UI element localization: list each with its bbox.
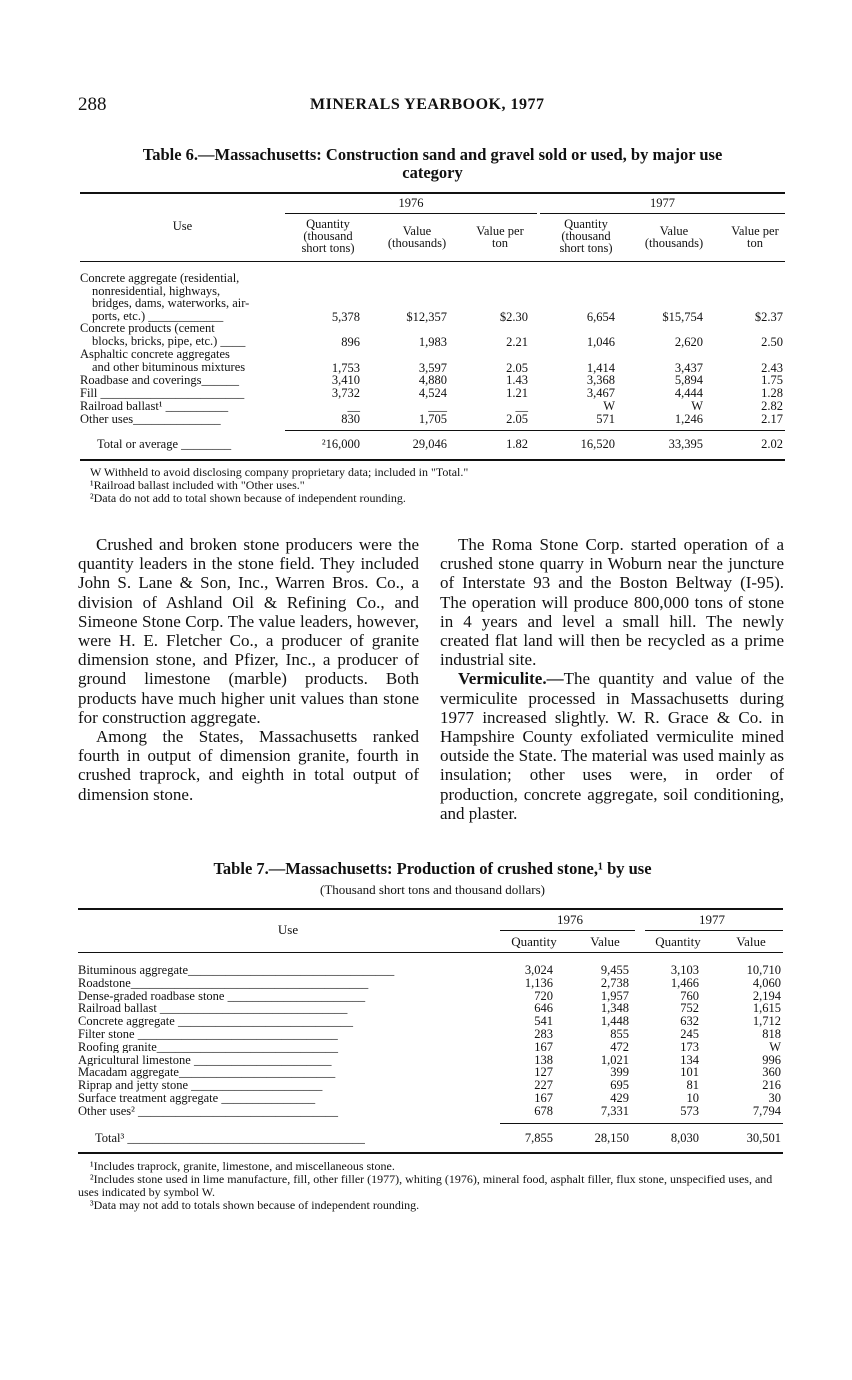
table7-cell-q77: 632 [680, 1014, 699, 1029]
table6-cell-v76: 1,983 [418, 335, 447, 349]
table7-total-q77: 8,030 [670, 1131, 699, 1145]
table7-cell-v76: 1,021 [600, 1052, 629, 1067]
table7-cell-v76: 472 [610, 1039, 629, 1054]
table7-header-rule [78, 952, 783, 953]
table7-cell-v77: 7,794 [752, 1103, 781, 1118]
table6-total-p76: 1.82 [506, 437, 528, 451]
table7-total-v76: 28,150 [594, 1131, 629, 1145]
table7-year1-rule [500, 930, 635, 931]
table7-footnotes [78, 1160, 786, 1212]
table7-subcaption: (Thousand short tons and thousand dollars) [320, 882, 545, 897]
table7-cell-q77: 1,466 [670, 975, 699, 990]
table7-cell-v77: 818 [762, 1027, 781, 1041]
table7-cell-q76: 138 [534, 1052, 553, 1067]
table7-cell-q76: 646 [534, 1001, 553, 1016]
table6-cell-v77: 1,246 [674, 412, 703, 426]
table6-cell-p76: __ [515, 399, 528, 413]
table6-col-quantity-1976 [288, 218, 368, 254]
table-row: Roofing granite_____________________________ [78, 1040, 339, 1054]
table-row [80, 272, 285, 322]
table-row [80, 348, 285, 373]
table6-cell-p77: 1.28 [761, 386, 783, 400]
table7-cell-q76: 227 [534, 1078, 553, 1093]
colh-line: (thousand [303, 229, 353, 243]
table6-top-rule [80, 192, 785, 194]
table6-cell-q76: 5,378 [331, 310, 360, 324]
body-right-column [440, 535, 784, 823]
table6-cell-q76: 3,410 [331, 373, 360, 387]
table7-cell-q76: 167 [534, 1039, 553, 1054]
table-row: Roadstone______________________________________ [78, 976, 369, 990]
row-label: Concrete aggregate (residential, [80, 271, 240, 285]
table6-cell-v77: W [691, 399, 703, 413]
table7-cell-q77: 81 [686, 1078, 699, 1093]
table7-cell-q76: 167 [534, 1091, 553, 1105]
table7-cell-q76: 678 [534, 1103, 553, 1118]
table6-cell-q76: 896 [341, 335, 360, 349]
table7-cell-q77: 3,103 [670, 963, 699, 977]
table-row: Railroad ballast¹ __________ [80, 399, 229, 413]
table6-cell-q77: 571 [596, 412, 615, 426]
table6-header-rule [80, 261, 785, 262]
table6-cell-p76: 1.21 [506, 386, 528, 400]
table-row: Roadbase and coverings______ [80, 373, 239, 387]
table6-total-q77: 16,520 [580, 437, 615, 451]
table6-total-label: Total or average ________ [97, 437, 232, 451]
table6-year2: 1977 [650, 196, 675, 210]
footnote: ¹Railroad ballast included with "Other uses." [90, 478, 305, 492]
table-row: Railroad ballast ______________________________ [78, 1002, 348, 1015]
table-row: Macadam aggregate_________________________ [78, 1066, 336, 1079]
table7-caption: Table 7.—Massachusetts: Production of crushed stone,¹ by use [213, 859, 652, 878]
table7-year2-rule [645, 930, 783, 931]
paragraph: The Roma Stone Corp. started operation of a crushed stone quarry in Woburn near the juncture of Interstate 93 and the Boston Beltway (I-95). The operation will produce 800,000 tons of stone in 4 years and level a small hill. The newly created flat land will then be recycled as a prime industrial site. [440, 535, 784, 670]
table7-total-v77: 30,501 [746, 1131, 781, 1145]
table7-cell-q77: 573 [680, 1103, 699, 1118]
table7-year1: 1976 [557, 912, 583, 927]
table7-cell-v76: 1,348 [600, 1001, 629, 1016]
body-left-column [78, 535, 419, 804]
row-label: ports, etc.) ____________ [92, 308, 224, 323]
paragraph-text: The quantity and value of the vermiculite processed in Massachusetts during 1977 increased slightly. W. R. Grace & Co. in Hampshire County exfoliated vermiculite mined outside the State. The material was used mainly as insulation; other uses were, in order of production, concrete aggregate, soil conditioning, and plaster. [440, 669, 784, 823]
table7-top-rule [78, 908, 783, 910]
table6-total-rule [285, 430, 785, 431]
table7-total-q76: 7,855 [524, 1131, 553, 1145]
table7-cell-q77: 245 [680, 1027, 699, 1041]
table-row [80, 322, 285, 347]
table7-cell-v76: 429 [610, 1091, 629, 1105]
table6-year2-rule [540, 213, 785, 214]
table6-cell-p77: 1.75 [761, 373, 783, 387]
table6-cell-v77: 3,437 [674, 361, 703, 375]
table7-cell-q77: 752 [680, 1001, 699, 1016]
table7-cell-q77: 173 [680, 1039, 699, 1054]
colh-line: Value per [476, 224, 524, 238]
table6-cell-q77: 3,467 [586, 386, 615, 400]
table7-cell-v76: 1,957 [600, 988, 629, 1003]
table7-cell-q76: 283 [534, 1027, 553, 1041]
table-row: Surface treatment aggregate _______________ [78, 1092, 316, 1105]
table7-cell-v76: 9,455 [600, 963, 629, 977]
table6-cell-v77: 2,620 [674, 335, 703, 349]
paragraph: Among the States, Massachusetts ranked fourth in output of dimension granite, fourth in crushed traprock, and eighth in total output of dimension stone. [78, 727, 419, 804]
table6-cell-p77: 2.82 [761, 399, 783, 413]
table-row: Riprap and jetty stone _____________________ [78, 1079, 323, 1092]
table7-cell-v77: 30 [768, 1091, 781, 1105]
table7-total-rule [500, 1123, 783, 1124]
table7-cell-v77: 10,710 [746, 963, 781, 977]
table6-cell-p77: 2.43 [761, 361, 783, 375]
table6-cell-q77: 3,368 [586, 373, 615, 387]
colh-line: (thousand [561, 229, 611, 243]
table7-col-quantity-1976: Quantity [511, 934, 557, 949]
table6-cell-v76: 4,880 [418, 373, 447, 387]
running-title: MINERALS YEARBOOK, 1977 [310, 96, 545, 113]
table6-cell-q76: 1,753 [331, 361, 360, 375]
colh-line: short tons) [301, 241, 355, 255]
colh-line: Value [659, 224, 689, 238]
footnote: ¹Includes traprock, granite, limestone, and miscellaneous stone. [90, 1159, 395, 1173]
table7-cell-v77: 4,060 [752, 975, 781, 990]
row-label: and other bituminous mixtures [92, 359, 246, 374]
table6-col-value-1976 [376, 225, 458, 249]
table7-cell-q76: 720 [534, 988, 553, 1003]
table6-cell-v76: 1,705 [418, 412, 447, 426]
colh-line: Value per [731, 224, 779, 238]
table7-cell-v76: 7,331 [600, 1103, 629, 1118]
section-run-in-head: Vermiculite.— [458, 669, 564, 689]
table6-total-q76: ²16,000 [321, 437, 360, 451]
table7-cell-q76: 541 [534, 1014, 553, 1029]
table6-caption [80, 146, 785, 182]
table-row: Bituminous aggregate_________________________________ [78, 964, 395, 977]
table-row: Filter stone ________________________________ [78, 1028, 338, 1041]
table6-col-vpt-1976 [464, 225, 536, 249]
table7-cell-v77: 1,712 [752, 1014, 781, 1029]
table7-bottom-rule [78, 1152, 783, 1154]
table6-cell-v77: $15,754 [662, 310, 703, 324]
row-label: bridges, dams, waterworks, air- [92, 296, 250, 310]
table7-cell-q77: 134 [680, 1052, 699, 1067]
table7-cell-v76: 399 [610, 1065, 629, 1080]
table6-cell-p77: 2.50 [761, 335, 783, 349]
table-row: Dense-graded roadbase stone ______________________ [78, 989, 366, 1003]
table6-cell-p76: $2.30 [499, 310, 528, 324]
table7-cell-q77: 101 [680, 1065, 699, 1080]
table6-year1-rule [285, 213, 537, 214]
table6-cell-v77: 5,894 [674, 373, 703, 387]
table6-cell-q77: 1,414 [586, 361, 615, 375]
table7-col-quantity-1977: Quantity [655, 934, 701, 949]
table6-cell-q76: __ [347, 399, 360, 413]
table6-col-value-1977 [633, 225, 715, 249]
row-label: Asphaltic concrete aggregates [80, 347, 230, 361]
table6-cell-q77: 1,046 [586, 335, 615, 349]
table-row: Other uses² ________________________________ [78, 1104, 338, 1118]
table7-col-value-1976: Value [590, 934, 620, 949]
colh-line: ton [747, 236, 763, 250]
table7-cell-v77: 1,615 [752, 1001, 781, 1016]
table6-total-v76: 29,046 [412, 437, 447, 451]
table7-cell-q76: 3,024 [524, 963, 553, 977]
colh-line: Quantity [306, 217, 350, 231]
table7-cell-q76: 127 [534, 1065, 553, 1080]
colh-line: short tons) [559, 241, 613, 255]
paragraph: Crushed and broken stone producers were the quantity leaders in the stone field. They included John S. Lane & Son, Inc., Warren Bros. Co., a division of Ashland Oil & Refining Co., and Simeone Stone Corp. The value leaders, however, were H. E. Fletcher Co., a producer of granite dimension stone, and Pfizer, Inc., a producer of ground limestone (marble) products. Both products have much higher unit values than stone for construction aggregate. [78, 535, 419, 727]
table7-use-header: Use [277, 922, 299, 937]
table6-caption-line2: category [402, 163, 463, 182]
row-label: blocks, bricks, pipe, etc.) ____ [92, 333, 246, 348]
table6-footnotes [90, 466, 790, 505]
page-number: 288 [78, 94, 107, 115]
colh-line: (thousands) [644, 236, 704, 250]
paragraph [440, 669, 784, 823]
table6-year1: 1976 [398, 196, 424, 210]
table7-cell-v77: 216 [762, 1078, 781, 1093]
colh-line: ton [492, 236, 508, 250]
colh-line: Value [402, 224, 432, 238]
table6-cell-q76: 830 [341, 412, 360, 426]
footnote: ²Data do not add to total shown because of independent rounding. [90, 491, 406, 505]
table-row: Fill _______________________ [80, 386, 245, 400]
table6-cell-p77: 2.17 [761, 412, 783, 426]
footnote: ³Data may not add to totals shown because of independent rounding. [90, 1198, 420, 1212]
table6-cell-q76: 3,732 [331, 386, 360, 400]
row-label: Concrete products (cement [80, 321, 215, 335]
table7-year2: 1977 [699, 912, 725, 927]
table7-cell-q76: 1,136 [524, 975, 553, 990]
table6-cell-v76: ___ [428, 399, 447, 413]
table6-caption-line1: Table 6.—Massachusetts: Construction sand and gravel sold or used, by major use [142, 145, 723, 164]
table6-cell-v76: 3,597 [418, 361, 447, 375]
table6-cell-q77: 6,654 [586, 310, 615, 324]
table6-cell-v76: 4,524 [418, 386, 447, 400]
row-label: nonresidential, highways, [92, 283, 221, 298]
colh-line: Quantity [564, 217, 608, 231]
table6-cell-p77: $2.37 [754, 310, 783, 324]
table6-total-v77: 33,395 [668, 437, 703, 451]
table7-total-label: Total³ ______________________________________ [95, 1132, 365, 1145]
table7-cell-q77: 760 [680, 988, 699, 1003]
table7-cell-v77: 360 [762, 1065, 781, 1080]
table7-cell-v76: 2,738 [600, 975, 629, 990]
table7-cell-v76: 1,448 [600, 1014, 629, 1029]
table6-cell-p76: 2.05 [506, 361, 528, 375]
table-row: Other uses______________ [80, 412, 221, 426]
table6-cell-v77: 4,444 [674, 386, 703, 400]
table6-use-header: Use [172, 219, 193, 233]
table7-cell-v77: 2,194 [752, 988, 781, 1003]
table7-cell-v77: W [769, 1039, 781, 1054]
table7-col-value-1977: Value [736, 934, 766, 949]
table6-cell-p76: 2.05 [506, 412, 528, 426]
footnote: ²Includes stone used in lime manufacture, fill, other filler (1977), whiting (1976), mineral food, asphalt filler, flux stone, unspecified uses, and uses indicated by symbol W. [78, 1172, 773, 1199]
table-row: Agricultural limestone ______________________ [78, 1053, 332, 1067]
table7-cell-q77: 10 [686, 1091, 699, 1105]
table7-cell-v77: 996 [762, 1052, 781, 1067]
table6-col-quantity-1977 [545, 218, 627, 254]
table6-bottom-rule [80, 459, 785, 461]
table6-cell-p76: 1.43 [506, 373, 528, 387]
footnote: W Withheld to avoid disclosing company proprietary data; included in "Total." [90, 465, 469, 479]
table7-cell-v76: 695 [610, 1078, 629, 1093]
table6-cell-q77: W [603, 399, 615, 413]
table6-cell-p76: 2.21 [506, 335, 528, 349]
table7-cell-v76: 855 [610, 1027, 629, 1041]
table6-col-vpt-1977 [720, 225, 790, 249]
colh-line: (thousands) [387, 236, 447, 250]
table6-cell-v76: $12,357 [406, 310, 447, 324]
table6-total-p77: 2.02 [761, 437, 783, 451]
table-row: Concrete aggregate ____________________________ [78, 1015, 353, 1028]
